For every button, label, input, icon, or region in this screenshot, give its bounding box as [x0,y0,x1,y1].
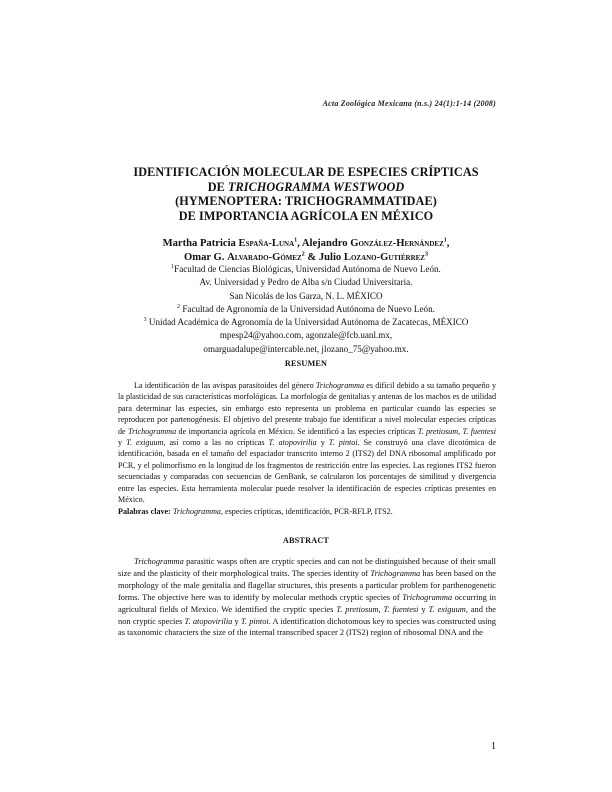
author-1-last: España-Luna [238,238,295,249]
abstract-s5: . A identification dichotomous key to species was constructed using as taxonomic characters the size of the internal transcribed spacer 2 (ITS2) region of ribosomal DNA and the [118,616,496,638]
resumen-paragraph [118,380,496,505]
abstract-s3-and: y [418,604,429,614]
affiliation-1-sup: 1 [171,263,175,270]
title-line-3: (HYMENOPTERA: TRICHOGRAMMATIDAE) [175,194,437,209]
resumen-s2: es difícil debido a su tamaño pequeño y la plasticidad de sus características morfológicas. La morfología de genitalias y antenas de los machos es de utilidad para determinar las especies, sin embargo esto representa un problema en particular cuando las especies se reproducen por partenogénesis. El objetivo del presente trabajo fue identificar a nivel molecular especies crípticas de [118,381,496,436]
affiliation-line-2: Av. Universidad y Pedro de Alba s/n Ciudad Universitaria. [199,277,413,288]
author-3-first: Omar G. [184,252,228,263]
resumen-heading: RESUMEN [284,359,328,368]
author-4-last: Lozano-Gutiérrez [343,252,425,263]
author-line-1: Martha Patricia España-Luna$^1$, Alejandro González-Hernández$^1$, [162,237,450,249]
affiliation-2-text: Facultad de Agronomía de la Universidad Autónoma de Nuevo León. [180,303,435,314]
keywords-genus: Trichogramma [170,507,221,517]
abstract-s4-and: y [232,616,241,626]
author-1-sup: 1 [294,237,298,244]
author-2-last: González-Hernández [350,238,444,249]
paper-title [106,165,506,224]
affiliation-line-3: San Nicolás de los Garza, N. L. MÉXICO [229,290,383,301]
resumen-s4: , así como a las no crípticas [163,438,269,448]
abstract-species-3: T. atopovirilia [184,616,233,626]
resumen-s4-and: y [316,438,329,448]
resumen-genus-1: Trichogramma [315,381,364,390]
affiliation-line-4 [100,303,512,316]
abstract-species-4: T. pintoi [240,616,269,626]
author-2-sup: 1 [443,237,447,244]
abstract-species-1: T. pretiosum, T. fuentesi [336,604,419,614]
author-3-sup: 2 [301,251,305,258]
resumen-s3-and: y [118,438,127,448]
abstract-body [118,556,496,639]
author-1-first: Martha Patricia [162,238,239,249]
abstract-s4: , and the non cryptic species [118,604,496,626]
email-line-2: omarguadalupe@intercable.net, jlozano_75@yahoo.mx. [203,343,409,354]
keywords [118,506,496,517]
resumen-genus-2: Trichogramma [128,426,177,436]
abstract-heading: ABSTRACT [282,536,330,545]
resumen-body [118,380,496,518]
title-line-2 [106,180,506,195]
affiliations [100,263,512,356]
page-number: 1 [491,741,496,752]
resumen-s3: de importancia agrícola en México. Se identificó a las especies crípticas [176,426,418,436]
resumen-species-2: T. exiguum [126,438,164,448]
resumen-s5: . Se construyó una clave dicotómica de identificación, basada en el tamaño del espaciador transcrito interno 2 (ITS2) del DNA ribosomal amplificado por PCR, y el polimorfismo en la longitud de los fragmentos de restricción entre las especies. Las regiones ITS2 fueron secuenciadas y comparadas con secuencias de GenBank, se calcularon los porcentajes de similitud y divergencia entre las especies. Esta herramienta molecular puede resolver la identificación de especies crípticas presentes en México. [118,438,497,505]
abstract-species-2: T. exiguum [428,604,466,614]
affiliation-3-sup: 3 [143,317,147,324]
affiliation-3-text: Unidad Académica de Agronomía de la Universidad Autónoma de Zacatecas, MÉXICO [146,317,469,328]
keywords-label: Palabras clave: [118,507,171,517]
author-4-first: & Julio [304,252,344,263]
author-4-sup: 3 [424,251,428,258]
resumen-species-3: T. atopovirilia [268,438,317,448]
abstract-paragraph [118,556,496,639]
resumen-species-4: T. pintoi [328,438,358,448]
title-line-1: IDENTIFICACIÓN MOLECULAR DE ESPECIES CRÍPTICAS [133,165,479,179]
affiliation-line-1 [100,263,512,276]
resumen-species-1: T. pretiosum, T. fuentesi [417,426,496,436]
author-3-last: Alvarado-Gómez [227,252,302,263]
affiliation-2-sup: 2 [177,303,181,310]
email-line-1: mpesp24@yahoo.com, agonzale@fcb.uanl.mx, [219,330,393,341]
affiliation-line-5 [100,316,512,329]
keywords-list: , especies crípticas, identificación, PCR-RFLP, ITS2. [220,507,393,517]
title-line-2-prefix: DE [207,179,228,194]
abstract-genus-1: Trichogramma [134,557,184,566]
abstract-genus-2: Trichogramma [370,568,421,578]
author-2-first: , Alejandro [297,238,351,249]
author-list [90,237,522,265]
abstract-s3: occurring in agricultural fields of Mexico. We identified the cryptic species [118,592,496,614]
title-genus: TRICHOGRAMMA WESTWOOD [228,179,405,194]
abstract-s1: parasitic wasps often are cryptic species and can not be distinguished because of their small size and the plasticity of their morphological traits. The species identity of [118,557,496,578]
abstract-s2: has been based on the morphology of the male genitalia and flagellar structures, this presents a particular problem for parthenogenetic forms. The objective here was to identify by molecular methods cryptic species of [118,568,496,602]
abstract-genus-3: Trichogramma [402,592,453,602]
journal-citation: Acta Zoológica Mexicana (n.s.) 24(1):1-14 (2008) [322,99,496,108]
resumen-s1: La identificación de las avispas parasitoides del género [134,381,316,390]
title-line-4: DE IMPORTANCIA AGRÍCOLA EN MÉXICO [178,209,434,224]
affiliation-1-text: Facultad de Ciencias Biológicas, Universidad Autónoma de Nuevo León. [174,264,441,274]
